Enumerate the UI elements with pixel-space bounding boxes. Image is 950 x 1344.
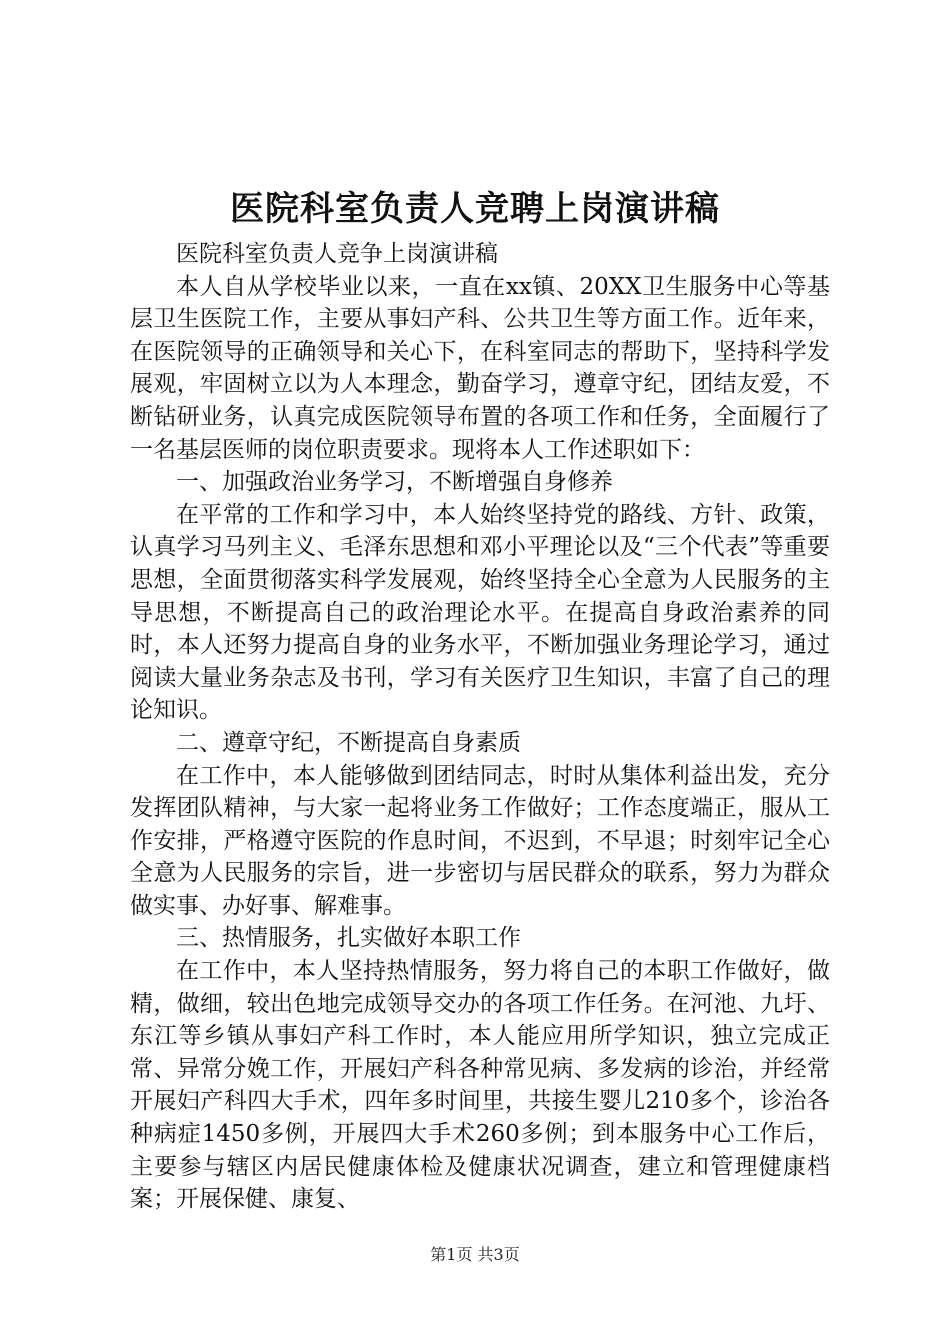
paragraph-intro: 本人自从学校毕业以来，一直在xx镇、20XX卫生服务中心等基层卫生医院工作，主要从事妇产科、公共卫生等方面工作。近年来，在医院领导的正确领导和关心下，在科室同志的帮助下，坚持科学发展观，牢固树立以为人本理念，勤奋学习，遵章守纪，团结友爱，不断钻研业务，认真完成医院领导布置的各项工作和任务，全面履行了一名基层医师的岗位职责要求。现将本人工作述职如下： [130,273,830,463]
document-body [130,238,830,1216]
paragraph-subtitle: 医院科室负责人竞争上岗演讲稿 [176,241,498,267]
document-title: 医院科室负责人竞聘上岗演讲稿 [230,189,720,229]
section-heading-1: 一、加强政治业务学习，不断增强自身修养 [176,469,613,496]
paragraph-section-2: 在工作中，本人能够做到团结同志，时时从集体利益出发，充分发挥团队精神，与大家一起将业务工作做好；工作态度端正，服从工作安排，严格遵守医院的作息时间，不迟到，不早退；时刻牢记全心全意为人民服务的宗旨，进一步密切与居民群众的联系，努力为群众做实事、办好事、解难事。 [130,762,830,919]
section-heading-2: 二、遵章守纪，不断提高自身素质 [176,729,521,756]
paragraph-section-1: 在平常的工作和学习中，本人始终坚持党的路线、方针、政策，认真学习马列主义、毛泽东思想和邓小平理论以及“三个代表”等重要思想，全面贯彻落实科学发展观，始终坚持全心全意为人民服务的主导思想，不断提高自己的政治理论水平。在提高自身政治素养的同时，本人还努力提高自身的业务水平，不断加强业务理论学习，通过阅读大量业务杂志及书刊，学习有关医疗卫生知识，丰富了自己的理论知识。 [130,501,830,724]
page-number-footer: 第1页 共3页 [430,1245,520,1264]
section-heading-3: 三、热情服务，扎实做好本职工作 [176,925,521,952]
paragraph-section-3: 在工作中，本人坚持热情服务，努力将自己的本职工作做好，做精，做细，较出色地完成领导交办的各项工作任务。在河池、九圩、东江等乡镇从事妇产科工作时，本人能应用所学知识，独立完成正常、异常分娩工作，开展妇产科各种常见病、多发病的诊治，并经常开展妇产科四大手术，四年多时间里，共接生婴儿210多个，诊治各种病症1450多例，开展四大手术260多例；到本服务中心工作后，主要参与辖区内居民健康体检及健康状况调查，建立和管理健康档案；开展保健、康复、 [130,958,830,1213]
